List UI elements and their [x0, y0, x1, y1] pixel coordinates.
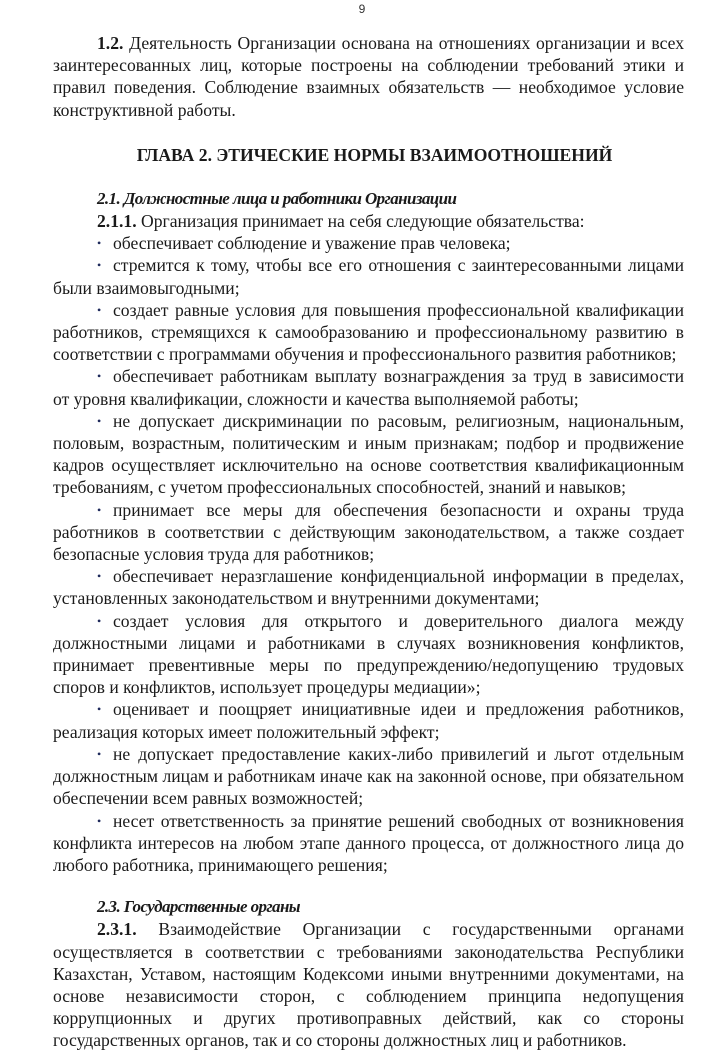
bullet-icon: •	[97, 413, 102, 428]
page-number: 9	[358, 2, 366, 16]
list-item	[53, 254, 684, 298]
list-item	[53, 499, 684, 566]
clause-number: 2.3.1.	[97, 919, 137, 940]
clause-number: 2.1.1.	[97, 211, 137, 232]
list-item	[53, 610, 684, 699]
list-item	[53, 410, 684, 499]
list-item-text: не допускает дискриминации по расовым, религиозным, национальным, половым, возрастным, политическим и иным признакам; подбор и продвижение кадров осуществляет исключительно на основе соответствия квалификационным требованиям, с учетом профессиональных способностей, знаний и навыков;	[53, 410, 684, 498]
list-item-text: несет ответственность за принятие решений свободных от возникновения конфликта интересов на любом этапе данного процесса, от должностного лица до любого работника, принимающего решения;	[53, 810, 684, 875]
list-item	[53, 365, 684, 409]
clause-text: Деятельность Организации основана на отношениях организации и всех заинтересованных лиц, которые построены на соблюдении требований этики и правил поведения. Соблюдение взаимных обязательств — необходимое условие конструктивной работы.	[53, 33, 684, 120]
list-item-text: стремится к тому, чтобы все его отношения с заинтересованными лицами были взаимовыгодными;	[53, 255, 684, 298]
bullet-icon: •	[97, 502, 102, 517]
list-item-text: обеспечивает соблюдение и уважение прав человека;	[113, 233, 511, 254]
paragraph-2-1-1	[53, 210, 684, 232]
bullet-icon: •	[97, 569, 102, 584]
paragraph-2-3-1	[53, 918, 684, 1051]
list-item	[53, 299, 684, 366]
bullet-icon: •	[97, 702, 102, 717]
bullet-icon: •	[97, 369, 102, 384]
list-item	[53, 810, 684, 877]
list-item-text: принимает все меры для обеспечения безопасности и охраны труда работников в соответствии с действующим законодательством, а также создает безопасные условия труда для работников;	[53, 499, 684, 565]
clause-number: 1.2.	[97, 33, 124, 53]
list-item	[53, 743, 684, 810]
list-item-text: создает условия для открытого и доверительного диалога между должностными лицами и работниками в случаях возникновения конфликтов, принимает превентивные меры по предупреждению/недопущению трудовых споров и конфликтов, использует процедуры медиации»;	[53, 610, 684, 698]
bullet-icon: •	[97, 813, 102, 828]
list-item	[53, 565, 684, 609]
section-title-2-3: 2.3. Государственные органы	[97, 897, 300, 917]
list-item	[53, 698, 684, 742]
paragraph-1-2	[53, 32, 684, 121]
bullet-icon: •	[97, 236, 102, 251]
list-item-text: не допускает предоставление каких-либо привилегий и льгот отдельным должностным лицам и работникам иначе как на законной основе, при обязательном обеспечении всем равных возможностей;	[53, 743, 684, 809]
bullet-icon: •	[97, 613, 102, 628]
list-item-text: обеспечивает неразглашение конфиденциальной информации в пределах, установленных законодательством и внутренними документами;	[53, 566, 684, 609]
obligations-list	[53, 232, 684, 876]
clause-text: Взаимодействие Организации с государственными органами осуществляется в соответствии с требованиями законодательства Республики Казахстан, Уставом, настоящим Кодексоми иными внутренними документами, на основе независимости сторон, с соблюдением принципа недопущения коррупционных и других противоправных действий, как со стороны государственных органов, так и со стороны должностных лиц и работников.	[53, 919, 684, 1051]
bullet-icon: •	[97, 302, 102, 317]
chapter-title: ГЛАВА 2. ЭТИЧЕСКИЕ НОРМЫ ВЗАИМООТНОШЕНИЙ	[136, 144, 613, 165]
document-body	[53, 32, 684, 1052]
bullet-icon: •	[97, 746, 102, 761]
list-item	[53, 232, 684, 254]
list-item-text: создает равные условия для повышения профессиональной квалификации работников, стремящихся к самообразованию и профессиональному развитию в соответствии с программами обучения и профессионального развития работников;	[53, 299, 684, 365]
bullet-icon: •	[97, 258, 102, 273]
list-item-text: оценивает и поощряет инициативные идеи и предложения работников, реализация которых имеет положительный эффект;	[53, 699, 684, 742]
clause-text: Организация принимает на себя следующие обязательства:	[136, 211, 585, 232]
section-title-2-1: 2.1. Должностные лица и работники Организации	[97, 188, 457, 208]
list-item-text: обеспечивает работникам выплату вознаграждения за труд в зависимости от уровня квалификации, сложности и качества выполняемой работы;	[53, 366, 684, 409]
